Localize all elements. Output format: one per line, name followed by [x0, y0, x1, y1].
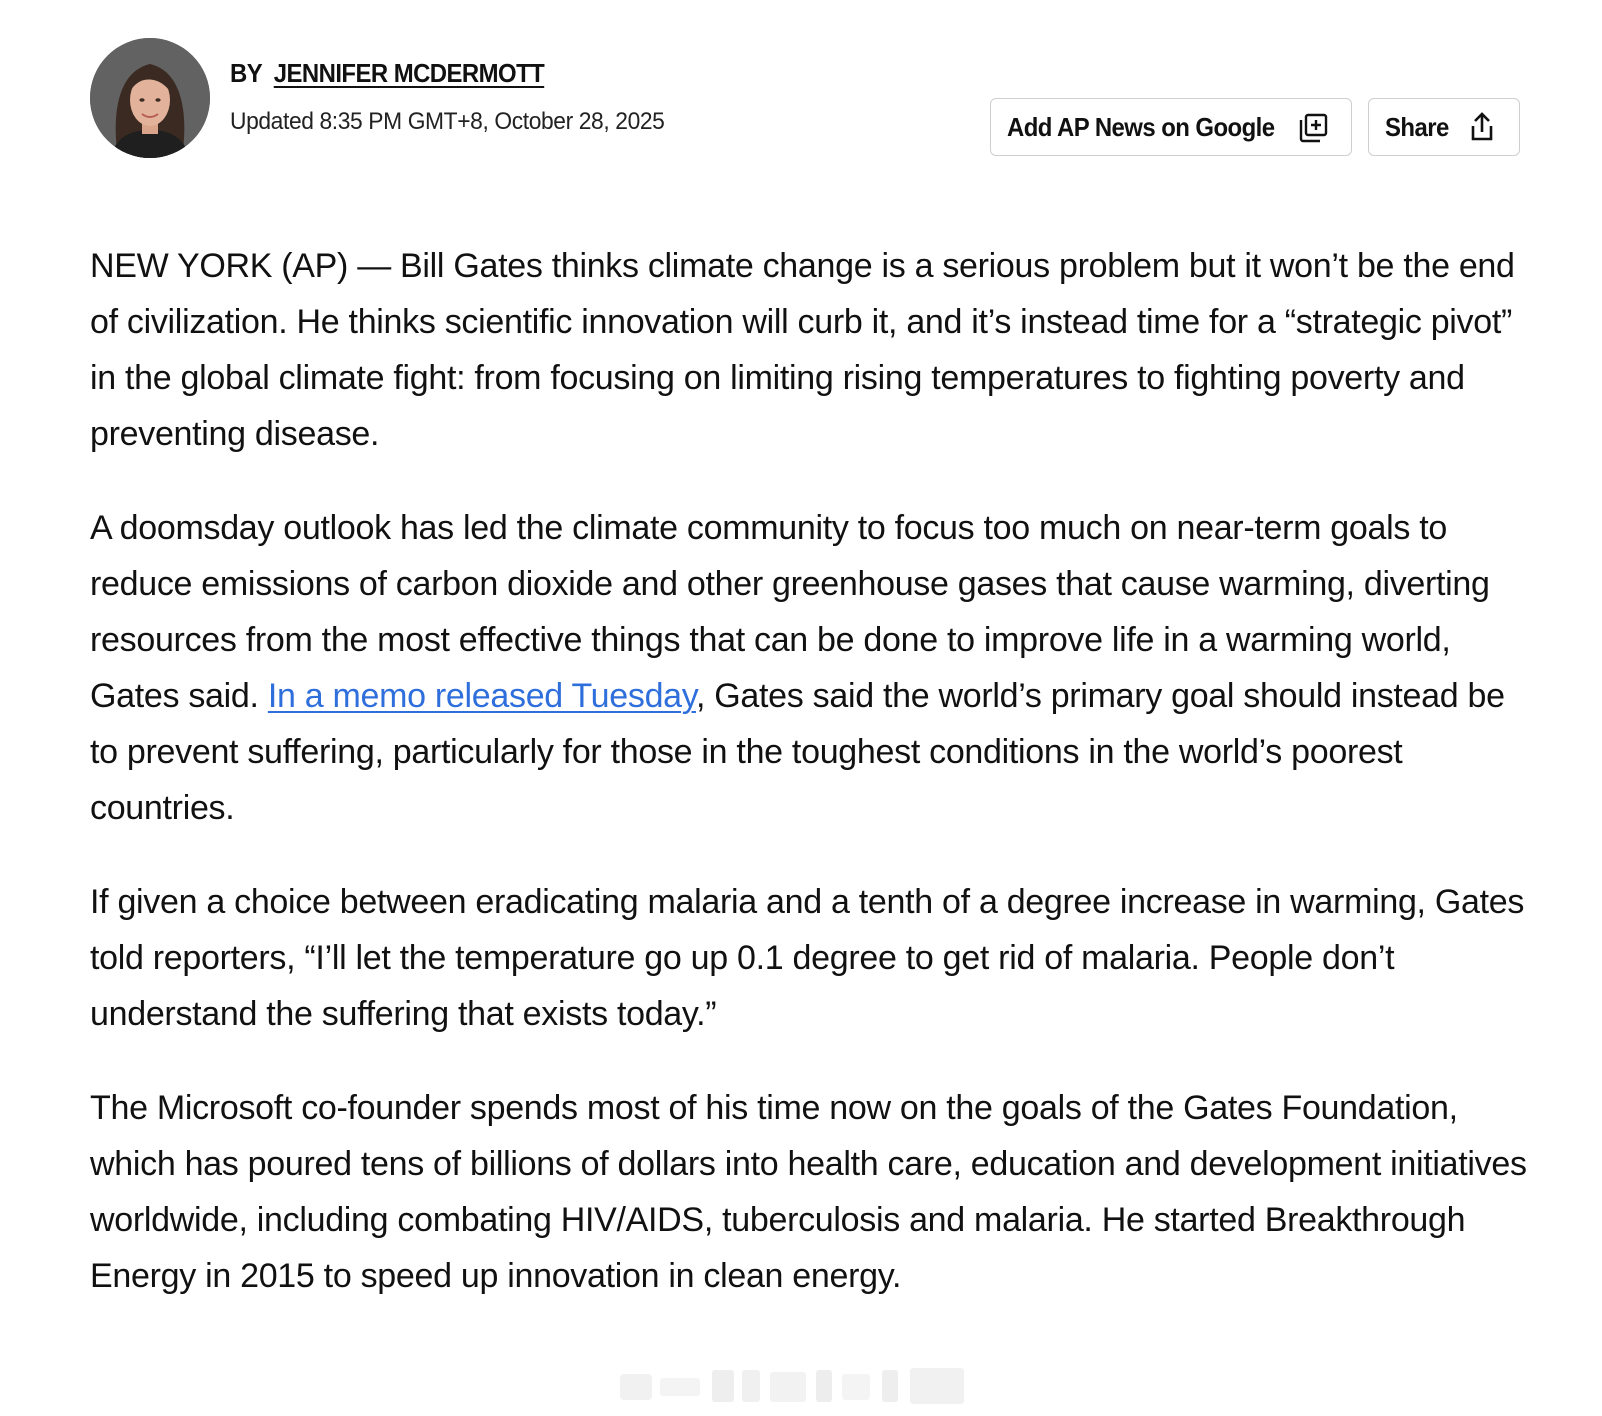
- updated-timestamp: Updated 8:35 PM GMT+8, October 28, 2025: [230, 108, 665, 135]
- share-button[interactable]: [1368, 98, 1520, 156]
- watermark-graphic: [620, 1364, 980, 1408]
- author-photo: [90, 38, 210, 158]
- article-paragraph-2: [90, 500, 1540, 836]
- add-source-icon: [1297, 112, 1329, 151]
- article-paragraph-4: The Microsoft co-founder spends most of his time now on the goals of the Gates Foundation, which has poured tens of billions of dollars into health care, education and development initiatives worldwide, including combating HIV/AIDS, tuberculosis and malaria. He started Breakthrough Energy in 2015 to speed up innovation in clean energy.: [90, 1089, 1527, 1295]
- article-body: [90, 238, 1540, 1342]
- share-label: Share: [1385, 111, 1449, 142]
- paragraph-2-text-before-link: A doomsday outlook has led the climate community to focus too much on near-term goals to reduce emissions of carbon dioxide and other greenhouse gases that cause warming, diverting resources from the most effective things that can be done to improve life in a warming world, Gates said.: [90, 509, 1490, 715]
- article-paragraph-1: NEW YORK (AP) — Bill Gates thinks climate change is a serious problem but it won’t be the end of civilization. He thinks scientific innovation will curb it, and it’s instead time for a “strategic pivot” in the global climate fight: from focusing on limiting rising temperatures to fighting poverty and preventing disease.: [90, 247, 1515, 453]
- add-ap-news-on-google-button[interactable]: [990, 98, 1352, 156]
- paragraph-2-text-after-link: , Gates said the world’s primary goal should instead be to prevent suffering, particularly for those in the toughest conditions in the world’s poorest countries.: [90, 677, 1505, 827]
- byline: [230, 58, 544, 89]
- author-avatar[interactable]: [90, 38, 210, 158]
- article-header: [0, 0, 1602, 190]
- add-ap-news-on-google-label: Add AP News on Google: [1007, 111, 1275, 142]
- share-icon: [1467, 111, 1497, 150]
- author-link[interactable]: JENNIFER MCDERMOTT: [273, 58, 545, 88]
- byline-prefix: BY: [230, 58, 263, 88]
- memo-link[interactable]: In a memo released Tuesday: [267, 677, 696, 715]
- article-paragraph-3: If given a choice between eradicating malaria and a tenth of a degree increase in warming, Gates told reporters, “I’ll let the temperature go up 0.1 degree to get rid of malaria. People don’t understand the suffering that exists today.”: [90, 883, 1525, 1033]
